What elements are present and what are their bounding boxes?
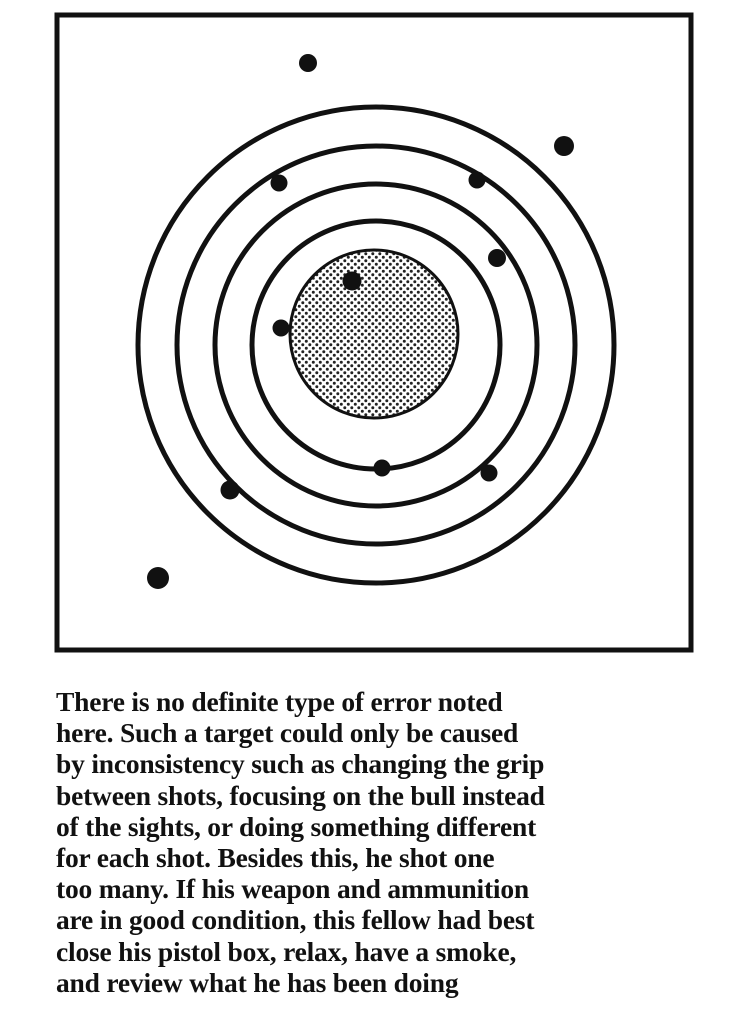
shot-hole xyxy=(343,272,362,291)
shot-hole xyxy=(273,320,290,337)
caption-line: here. Such a target could only be caused xyxy=(56,717,519,749)
caption-line: and review what he has been doing xyxy=(56,966,459,998)
caption-line: for each shot. Besides this, he shot one xyxy=(56,842,495,874)
shot-hole xyxy=(481,465,498,482)
shot-hole xyxy=(147,567,169,589)
caption-paragraph xyxy=(56,686,704,998)
caption-line: by inconsistency such as changing the grip xyxy=(56,748,545,780)
caption-line: too many. If his weapon and ammunition xyxy=(56,873,529,905)
bullseye xyxy=(290,250,458,418)
caption-line: close his pistol box, relax, have a smoke, xyxy=(56,935,517,967)
shot-hole xyxy=(374,460,391,477)
shot-hole xyxy=(221,481,240,500)
shot-hole xyxy=(554,136,574,156)
caption-line: are in good condition, this fellow had best xyxy=(56,904,535,936)
caption-line: between shots, focusing on the bull instead xyxy=(56,779,545,811)
caption-line: There is no definite type of error noted xyxy=(56,686,503,717)
caption-line: of the sights, or doing something different xyxy=(56,810,537,842)
shot-hole xyxy=(488,249,506,267)
shot-hole xyxy=(469,172,486,189)
shot-hole xyxy=(271,175,288,192)
shot-hole xyxy=(299,54,317,72)
